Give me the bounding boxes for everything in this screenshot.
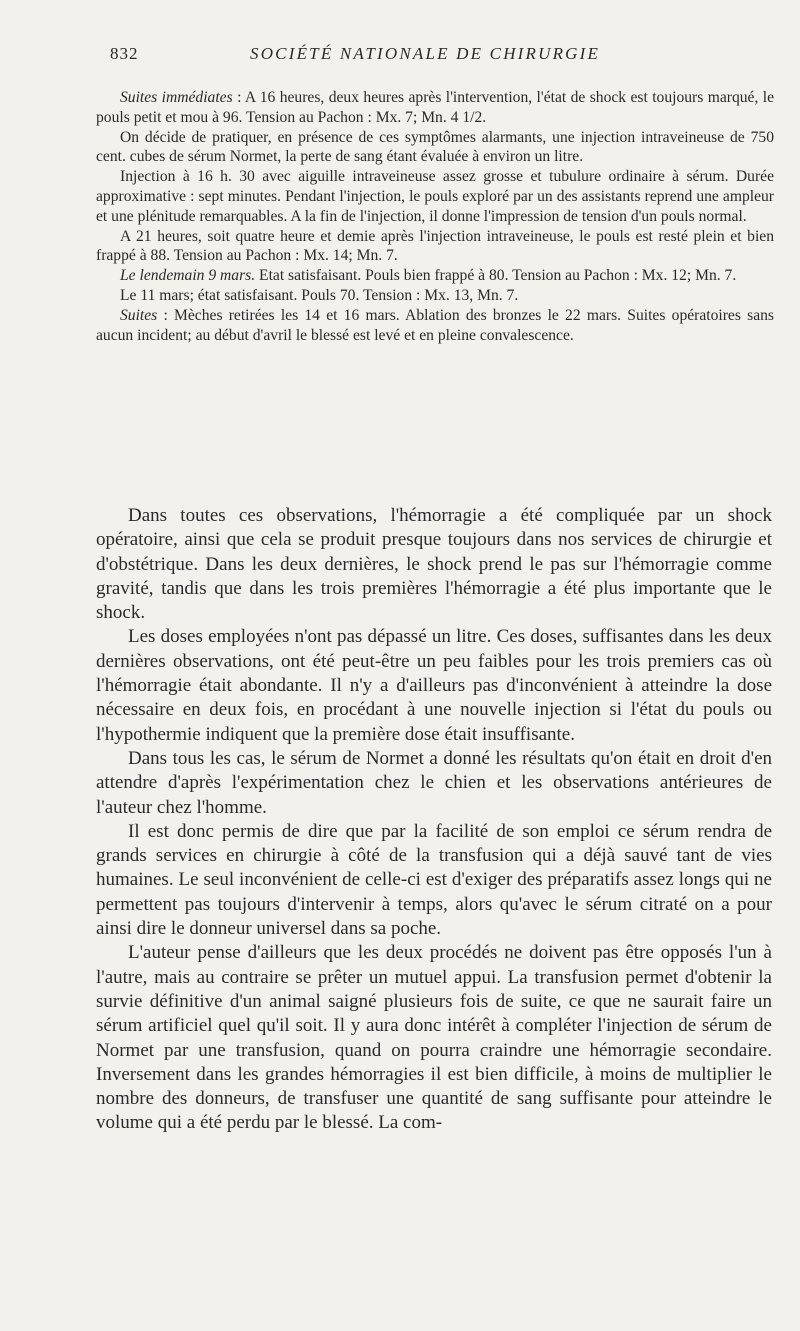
note-lead: Suites bbox=[120, 306, 158, 324]
note-paragraph: A 21 heures, soit quatre heure et demie après l'injection intraveineuse, le pouls est resté plein et bien frappé à 88. Tension au Pachon : Mx. 14; Mn. 7. bbox=[96, 227, 774, 265]
body-paragraph: Dans toutes ces observations, l'hémorragie a été compliquée par un shock opératoire, ainsi que cela se produit presque toujours dans nos services de chirurgie et d'obstétrique. Dans les deux dernières, le shock prend le pas sur l'hémorragie comme gravité, tandis que dans les trois premières l'hémorragie a été plus importante que le shock. bbox=[96, 505, 772, 624]
note-paragraph: Le lendemain 9 mars. Etat satisfaisant. Pouls bien frappé à 80. Tension au Pachon : Mx. 12; Mn. 7. bbox=[120, 267, 737, 285]
note-paragraph: Le 11 mars; état satisfaisant. Pouls 70. Tension : Mx. 13, Mn. 7. bbox=[120, 286, 519, 304]
note-paragraph: Injection à 16 h. 30 avec aiguille intraveineuse assez grosse et tubulure ordinaire à sérum. Durée approximative : sept minutes. Pendant l'injection, le pouls exploré par un des assistants reprend une ampleur et une plénitude remarquables. A la fin de l'injection, il donne l'impression de tension d'un pouls normal. bbox=[96, 168, 774, 225]
body-paragraph: L'auteur pense d'ailleurs que les deux procédés ne doivent pas être opposés l'un à l'autre, mais au contraire se prêter un mutuel appui. La transfusion permet d'obtenir la survie définitive d'un animal saigné plusieurs fois de suite, ce que ne saurait faire un sérum artificiel quel qu'il soit. Il y aura donc intérêt à compléter l'injection de sérum de Normet par une transfusion, quand on pourra craindre une hémorragie secondaire. Inversement dans les grandes hémorragies il est bien difficile, à moins de multiplier le nombre des donneurs, de transfuser une quantité de sang suffisante pour atteindre le volume qui a été perdu par le blessé. La com- bbox=[96, 942, 772, 1134]
body-paragraph: Il est donc permis de dire que par la facilité de son emploi ce sérum rendra de grands services en chirurgie à côté de la transfusion qui a déjà sauvé tant de vies humaines. Le seul inconvénient de celle-ci est d'exiger des préparatifs assez longs qui ne permettent pas toujours d'intervenir à temps, alors qu'avec le sérum citraté on a pour ainsi dire le donneur universel dans sa poche. bbox=[96, 820, 772, 940]
running-title: SOCIÉTÉ NATIONALE DE CHIRURGIE bbox=[250, 44, 601, 63]
page-header bbox=[110, 44, 770, 68]
page-number: 832 bbox=[110, 44, 139, 63]
note-paragraph: On décide de pratiquer, en présence de ces symptômes alarmants, une injection intraveineuse de 750 cent. cubes de sérum Normet, la perte de sang étant évaluée à environ un litre. bbox=[96, 128, 774, 166]
note-paragraph: Suites : Mèches retirées les 14 et 16 mars. Ablation des bronzes le 22 mars. Suites opératoires sans aucun incident; au début d'avril le blessé est levé et en pleine convalescence. bbox=[96, 306, 774, 344]
note-paragraph: Suites immédiates : A 16 heures, deux heures après l'intervention, l'état de shock est toujours marqué, le pouls petit et mou à 96. Tension au Pachon : Mx. 7; Mn. 4 1/2. bbox=[96, 89, 775, 126]
case-notes bbox=[96, 88, 774, 345]
main-text bbox=[96, 504, 772, 1136]
body-paragraph: Les doses employées n'ont pas dépassé un litre. Ces doses, suffisantes dans les deux dernières observations, ont été peut-être un peu faibles pour les trois premiers cas où l'hémorragie était abondante. Il n'y a d'ailleurs pas d'inconvénient à atteindre la dose nécessaire en deux fois, en procédant à une nouvelle injection si l'état du pouls ou l'hypothermie indiquent que la première dose était insuffisante. bbox=[96, 626, 772, 745]
note-lead: Le lendemain 9 mars. bbox=[120, 267, 256, 285]
note-lead: Suites immédiates bbox=[120, 89, 233, 106]
body-paragraph: Dans tous les cas, le sérum de Normet a donné les résultats qu'on était en droit d'en attendre d'après l'expérimentation chez le chien et les observations antérieures de l'auteur chez l'homme. bbox=[96, 747, 772, 818]
